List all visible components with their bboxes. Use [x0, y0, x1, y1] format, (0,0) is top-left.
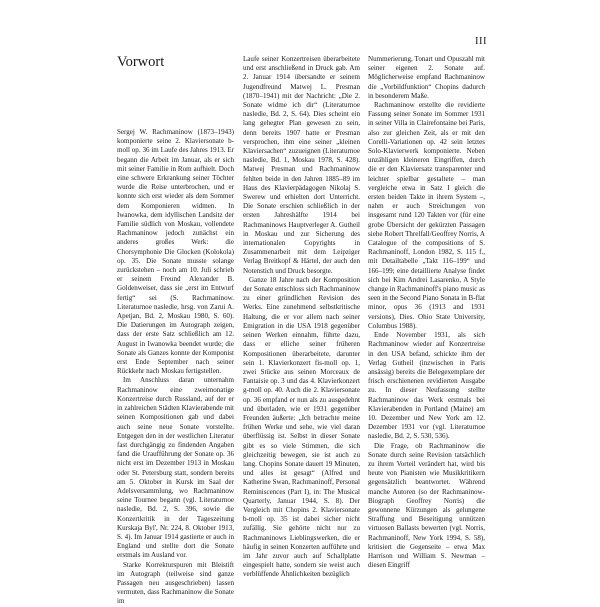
page-number: III: [475, 36, 487, 47]
paragraph: Im Anschluss daran unternahm Rachmaninow eine zweimonatige Konzertreise durch Russland, auf der er in zahlreichen Städten Klavierabende mit seinen Kompositionen gab und dabei auch seine neue Sonate vorstellte. Entgegen den in der westlichen Literatur fast durchgängig zu findenden Angaben fand die Uraufführung der Sonate op. 36 nicht erst im Dezember 1913 in Moskau oder St. Petersburg statt, sondern bereits am 5. Oktober in Kursk im Saal der Adelsversammlung, wo Rachmaninow seine Tournee begann (vgl. Literaturnoe nasledie, Bd. 2, S. 396, sowie die Konzertkritik in der Tageszeitung Kurskaja Byl', Nr. 224, 8. Oktober 1913, S. 4). Im Januar 1914 gastierte er auch in England und stellte dort die Sonate erstmals im Ausland vor.: [117, 376, 234, 560]
paragraph: Ende November 1931, als sich Rachmaninow wieder auf Konzertreise in den USA befand, schickte ihm der Verlag Gutheil (inzwischen in Paris ansässig) bereits die Belegexemplare der frisch erschienenen revidierten Ausgabe zu. In dieser Neufassung stellte Rachmaninow das Werk erstmals bei Klavierabenden in Portland (Maine) am 10. Dezember und New York am 12. Dezember 1931 vor (vgl. Literaturnoe nasledie, Bd. 2, S. 530, 536).: [368, 331, 485, 441]
section-heading: Vorwort: [117, 54, 165, 70]
paragraph: Sergej W. Rachmaninow (1873–1943) komponierte seine 2. Klaviersonate b-moll op. 36 im Laufe des Jahres 1913. Er begann die Arbeit im Januar, als er sich mit seiner Familie in Rom aufhielt. Doch eine schwere Erkrankung seiner Töchter wurde die Reise unterbrochen, und er konnte sich erst wieder als dem Sommer dem Komponieren widmen. In Iwanowka, dem idyllischen Landsitz der Familie südlich von Moskau, vollendete Rachmaninow jedoch zunächst ein anderes großes Werk: die Chorsymphonie Die Glocken (Kolokola) op. 35. Die Sonate musste solange zurückstehen – noch am 10. Juli schrieb er seinem Freund Alexander B. Goldenweiser, dass sie „erst im Entwurf fertig“ sei (S. Rachmaninow. Literaturnoe nasledie, hrsg. von Zarui A. Apetjan, Bd. 2, Moskau 1980, S. 60). Die Datierungen im Autograph zeigen, dass der erste Satz schließlich am 12. August in Iwanowka beendet wurde; die Sonate als Ganzes konnte der Komponist erst Ende September nach seiner Rückkehr nach Moskau fertigstellen.: [117, 128, 234, 376]
text-column-2: [243, 55, 360, 580]
paragraph: Rachmaninow erstellte die revidierte Fassung seiner Sonate im Sommer 1931 in seiner Villa in Clairefontaine bei Paris, also zur gleichen Zeit, als er mit den Corelli-Variationen op. 42 sein letztes Solo-Klavierwerk komponierte. Neben unzähligen kleineren Eingriffen, durch die er den Klaviersatz transparenter und leichter spielbar gestaltete – man vergleiche etwa in Satz I gleich die ersten beiden Takte in ihrem System –, nahm er auch Streichungen von insgesamt rund 120 Takten vor (für eine grobe Übersicht der gekürzten Passagen siehe Robert Threlfall/Geoffrey Norris, A Catalogue of the compositions of S. Rachmaninoff, London 1982, S. 115 f., mit Detailtabelle „Takt 116–199“ und 166–199; eine detaillierte Analyse findet sich bei Kim Andrei Lasarenko, A Style change in Rachmaninoff's piano music as seen in the Second Piano Sonata in B-flat minor, opus 36 (1913 and 1931 versions), Dies. Ohio State University, Columbus 1988).: [368, 101, 485, 330]
text-column-3: [368, 55, 485, 570]
paragraph: Nummerierung, Tonart und Opuszahl mit seiner eigenen 2. Sonate auf. Möglicherweise empfand Rachmaninow die „Vorbildfunktion“ Chopins dadurch in besonderem Maße.: [368, 55, 485, 100]
paragraph: Ganze 18 Jahre nach der Komposition der Sonate entschloss sich Rachmaninow zu einer gründlichen Revision des Werks. Eine zunehmend selbstkritische Haltung, die er vor allem nach seiner Emigration in die USA 1918 gegenüber seinen Werken einnahm, führte dazu, dass er elliche seiner früheren Kompositionen überarbeitete, darunter sein 1. Klavierkonzert fis-moll op. 1, zwei Stücke aus seinen Morceaux de Fantaisie op. 3 und das 4. Klavierkonzert g-moll op. 40. Auch die 2. Klaviersonate op. 36 empfand er nun als zu ausgedehnt und überladen, wie er 1931 gegenüber Freunden äußerte: „Ich betrachte meine frühen Werke und sehe, wie viel daran überflüssig ist. Selbst in dieser Sonate gibt es so viele Stimmen, die sich gleichzeitig bewegen, sie ist auch zu lang. Chopins Sonate dauert 19 Minuten, und alles ist gesagt“ (Alfred und Katherine Swan, Rachmaninoff, Personal Reminiscences (Part I), in: The Musical Quarterly, Januar 1944, S. 8). Der Vergleich mit Chopins 2. Klaviersonate b-moll op. 35 ist dabei sicher nicht zufällig. Sie gehörte nicht nur zu Rachmaninows Lieblingswerken, die er häufig in seinen Konzerten aufführte und im Jahr zuvor auch auf Schallplatte eingespielt hatte, sondern sie weist auch verblüffende Ähnlichkeiten bezüglich: [243, 275, 360, 579]
paragraph: Die Frage, ob Rachmaninow die Sonate durch seine Revision tatsächlich zu ihrem Vorteil verändert hat, wird bis heute von Pianisten wie Musikkritikern gegensätzlich beantwortet. Während manche Autoren (so der Rachmaninow-Biograph Geoffrey Norris) die gewonnene Kürzungen als gelungene Straffung und Beseitigung unnützen virtuosen Ballasts bewerten (vgl. Norris, Rachmaninoff, New York 1994, S. 58), kritisiert die Gegenseite – etwa Max Harrison und William S. Newman – diesen Eingriff: [368, 441, 485, 570]
paragraph: Laufe seiner Konzertreisen überarbeitete und erst anschließend in Druck gab. Am 2. Januar 1914 übersandte er seinem Jugendfreund Matwej L. Presman (1870–1941) mit der Nachricht: „Die 2. Sonate widme ich dir“ (Literaturnoe nasledie, Bd. 2, S. 64). Dies scheint ein lang gehegter Plan gewesen zu sein, denn bereits 1907 hatte er Presman versprochen, ihm eine seiner „kleinen Klaviersachen“ zuzueignen (Literaturnoe nasledie, Bd. 1, Moskau 1978, S. 428). Matwej Presman und Rachmaninow fehlten beide in den Jahren 1885–89 im Haus des Klavierpädagogen Nikolaj S. Swerew und erhielten dort Unterricht. Die Sonate erschien schließlich in der ersten Jahreshälfte 1914 bei Rachmaninows Hauptverleger A. Gutheil in Moskau und zur Sicherung des internationalen Copyrights in Zusammenarbeit mit dem Leipziger Verlag Breitkopf & Härtel, der auch den Notenstich und Druck besorgte.: [243, 55, 360, 275]
paragraph: Starke Korrekturspuren mit Bleistift im Autograph (teilweise sind ganze Passagen neu ausgeschrieben) lassen vermuten, dass Rachmaninow die Sonate im: [117, 560, 234, 606]
text-column-1: [117, 128, 234, 607]
